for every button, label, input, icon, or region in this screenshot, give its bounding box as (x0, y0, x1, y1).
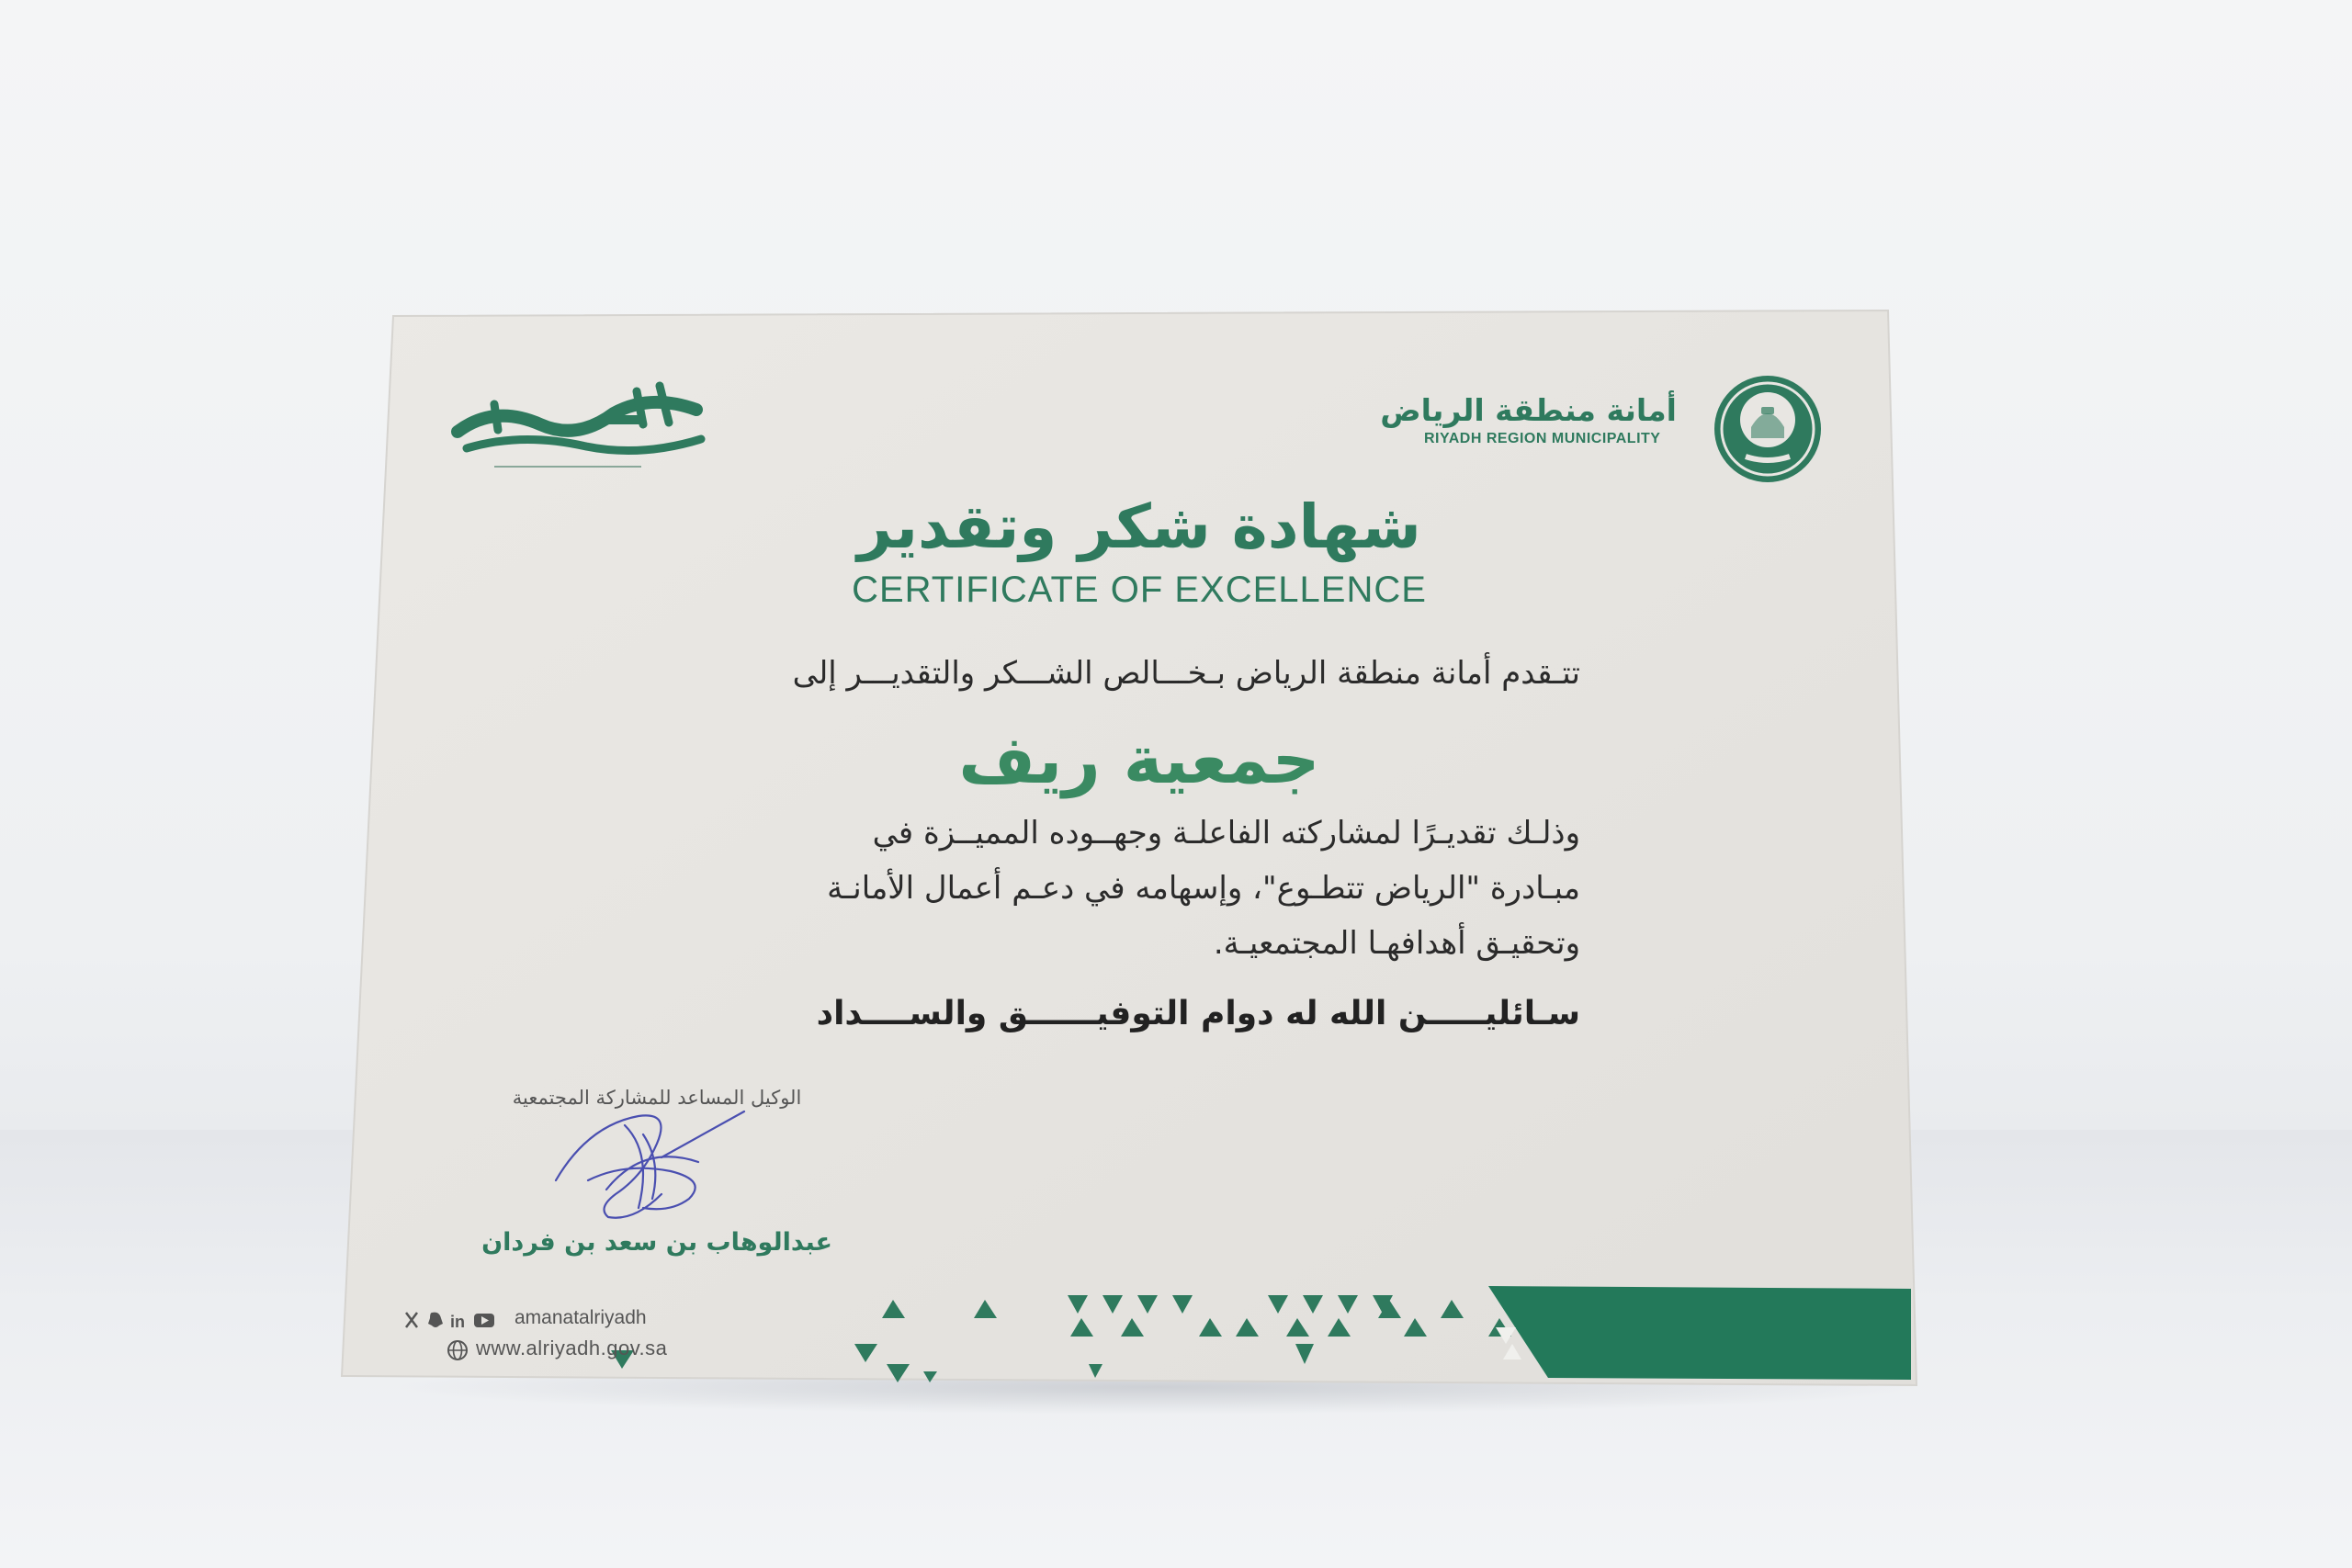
certificate-content (368, 317, 1911, 1382)
website-url: www.alriyadh.gov.sa (476, 1337, 668, 1359)
recipient-name: جمعية ريف (958, 721, 1320, 798)
certificate-title-en: CERTIFICATE OF EXCELLENCE (852, 570, 1427, 610)
body-line: وتحقيـق أهدافهـا المجتمعيـة. (1213, 925, 1580, 962)
municipality-seal-icon (1711, 372, 1825, 486)
intro-text: تتـقدم أمانة منطقة الرياض بـخـــالص الشـــكر والتقديـــر إلى (792, 655, 1580, 692)
x-icon (406, 1313, 417, 1327)
social-icons (402, 1307, 513, 1333)
svg-text:in: in (450, 1313, 465, 1331)
certificate-title-ar: شهادة شكر وتقدير (857, 491, 1421, 562)
closing-text: سـائليـــــن الله له دوام التوفيــــــق والســــداد (816, 995, 1580, 1032)
handwritten-signature (551, 1107, 753, 1226)
signatory-name: عبدالوهاب بن سعد بن فردان (481, 1228, 832, 1257)
signatory-role: الوكيل المساعد للمشاركة المجتمعية (512, 1087, 802, 1109)
riyadh-volunteers-logo (439, 367, 715, 478)
triangle-pattern (611, 1295, 1511, 1382)
body-line: مبـادرة "الرياض تتطـوع"، وإسهامه في دعـم أعمال الأمانـة (827, 870, 1580, 907)
snapchat-icon (428, 1313, 443, 1327)
municipality-name-ar: أمانة منطقة الرياض (1380, 392, 1677, 428)
body-line: وذلـك تقديـرًا لمشاركته الفاعلـة وجهــوده المميــزة في (872, 815, 1580, 852)
linkedin-icon (450, 1313, 465, 1331)
social-handle: amanatalriyadh (514, 1307, 647, 1328)
globe-icon (447, 1339, 469, 1361)
municipality-name-en: RIYADH REGION MUNICIPALITY (1424, 431, 1661, 446)
youtube-icon (474, 1314, 494, 1327)
